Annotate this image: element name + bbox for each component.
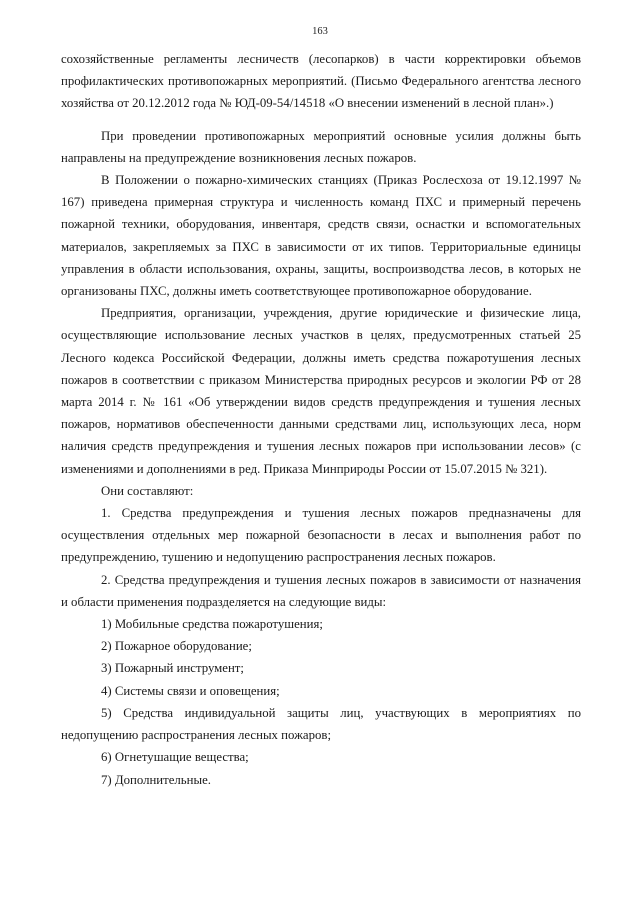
list-item: 5) Средства индивидуальной защиты лиц, участвующих в мероприятиях по недопущению распространения лесных пожаров; xyxy=(61,705,581,743)
paragraph: 1. Средства предупреждения и тушения лесных пожаров предназначены для осуществления отдельных мер пожарной безопасности в лесах и выполнения работ по предупреждению, тушению и недопущению распространения лесных пожаров. xyxy=(61,506,581,565)
document-body xyxy=(61,48,581,791)
paragraph: При проведении противопожарных мероприятий основные усилия должны быть направлены на предупреждение возникновения лесных пожаров. xyxy=(61,128,581,165)
list-item: 7) Дополнительные. xyxy=(101,772,211,787)
paragraph: Они составляют: xyxy=(101,483,194,498)
paragraph: В Положении о пожарно-химических станциях (Приказ Рослесхоза от 19.12.1997 № 167) приведена примерная структура и численность команд ПХС и примерный перечень пожарной техники, оборудования, инвентаря, средств связи, оснастки и вспомогательных материалов, закрепляемых за ПХС в зависимости от их типов. Территориальные единицы управления в области использования, охраны, защиты, воспроизводства лесов, в которых не организованы ПХС, должны иметь соответствующее противопожарное оборудование. xyxy=(61,173,581,299)
list-item: 2) Пожарное оборудование; xyxy=(101,639,252,654)
list-item: 1) Мобильные средства пожаротушения; xyxy=(101,617,323,632)
paragraph: Предприятия, организации, учреждения, другие юридические и физические лица, осуществляющие использование лесных участков в целях, предусмотренных статьей 25 Лесного кодекса Российской Федерации, должны иметь средства пожаротушения лесных пожаров в соответствии с приказом Министерства природных ресурсов и экологии РФ от 28 марта 2014 г. № 161 «Об утверждении видов средств предупреждения и тушения лесных пожаров, нормативов обеспеченности данными средствами лиц, использующих леса, норм наличия средств предупреждения и тушения лесных пожаров при использовании лесов» (с изменениями и дополнениями в ред. Приказа Минприроды России от 15.07.2015 № 321). xyxy=(61,306,581,476)
paragraph: 2. Средства предупреждения и тушения лесных пожаров в зависимости от назначения и области применения подразделяется на следующие виды: xyxy=(61,572,581,609)
paragraph-continuation: сохозяйственные регламенты лесничеств (лесопарков) в части корректировки объемов профилактических противопожарных мероприятий. (Письмо Федерального агентства лесного хозяйства от 20.12.2012 года № ЮД-09-54/14518 «О внесении изменений в лесной план».) xyxy=(61,52,581,111)
list-item: 3) Пожарный инструмент; xyxy=(101,661,244,676)
list-item: 4) Системы связи и оповещения; xyxy=(101,683,280,698)
page-number: 163 xyxy=(312,26,328,37)
list-item: 6) Огнетушащие вещества; xyxy=(101,750,249,765)
